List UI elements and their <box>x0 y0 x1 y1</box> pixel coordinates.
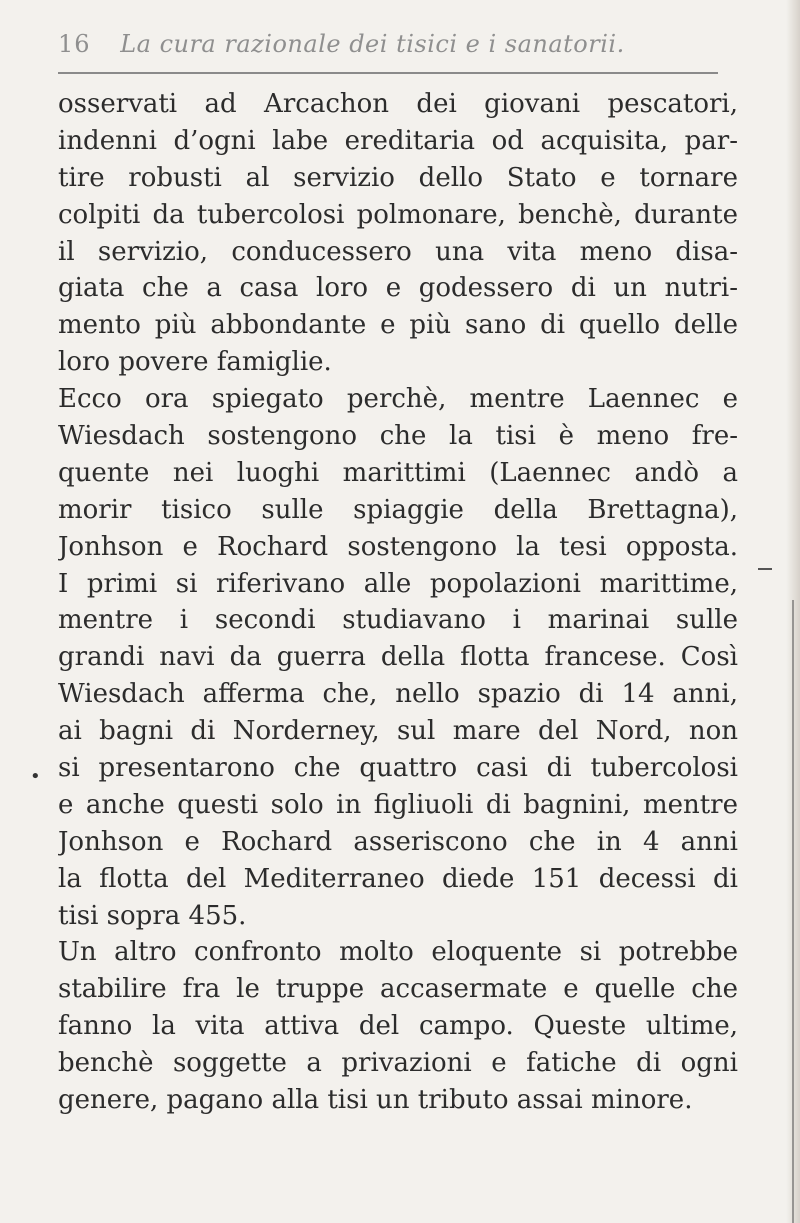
text-line: morir tisico sulle spiaggie della Brettagna), <box>58 494 738 525</box>
page-number: 16 <box>58 30 91 58</box>
text-line: Un altro confronto molto eloquente si potrebbe <box>58 937 738 968</box>
text-line: grandi navi da guerra della flotta francese. Così <box>58 642 738 673</box>
text-line: Wiesdach afferma che, nello spazio di 14 anni, <box>58 679 738 710</box>
text-line: I primi si riferivano alle popolazioni marittime, <box>58 568 738 599</box>
text-line: Ecco ora spiegato perchè, mentre Laennec e <box>58 384 738 415</box>
page-edge-line <box>792 600 794 1223</box>
margin-mark-icon: • <box>30 766 41 787</box>
text-line: si presentarono che quattro casi di tubercolosi <box>58 753 738 784</box>
text-line: indenni d’ogni labe ereditaria od acquisita, par- <box>58 125 738 156</box>
text-line: la flotta del Mediterraneo diede 151 decessi di <box>58 863 738 894</box>
text-line: colpiti da tubercolosi polmonare, benchè, durante <box>58 199 738 230</box>
text-line: e anche questi solo in figliuoli di bagnini, mentre <box>58 789 738 820</box>
text-line: Jonhson e Rochard sostengono la tesi opposta. <box>58 531 738 562</box>
running-header <box>58 30 728 64</box>
running-title: La cura razionale dei tisici e i sanatorii. <box>120 30 625 58</box>
text-line: benchè soggette a privazioni e fatiche di ogni <box>58 1048 738 1079</box>
text-line: ai bagni di Norderney, sul mare del Nord, non <box>58 716 738 747</box>
text-line: il servizio, conducessero una vita meno disa- <box>58 236 738 267</box>
text-line: stabilire fra le truppe accasermate e quelle che <box>58 974 738 1005</box>
margin-tick-mark <box>758 568 772 570</box>
text-line: genere, pagano alla tisi un tributo assai minore. <box>58 1085 693 1116</box>
body-text <box>58 86 738 1119</box>
text-line: osservati ad Arcachon dei giovani pescatori, <box>58 89 738 119</box>
text-line: Jonhson e Rochard asseriscono che in 4 anni <box>58 826 738 857</box>
text-line: tisi sopra 455. <box>58 900 247 931</box>
text-line: mento più abbondante e più sano di quello delle <box>58 310 738 341</box>
text-line: Wiesdach sostengono che la tisi è meno fre- <box>58 421 738 452</box>
text-line: mentre i secondi studiavano i marinai sulle <box>58 605 738 636</box>
text-line: tire robusti al servizio dello Stato e tornare <box>58 162 738 193</box>
header-rule <box>58 72 718 74</box>
text-line: fanno la vita attiva del campo. Queste ultime, <box>58 1011 738 1042</box>
text-line: quente nei luoghi marittimi (Laennec andò a <box>58 457 738 488</box>
text-line: loro povere famiglie. <box>58 347 332 378</box>
text-line: giata che a casa loro e godessero di un nutri- <box>58 273 738 304</box>
